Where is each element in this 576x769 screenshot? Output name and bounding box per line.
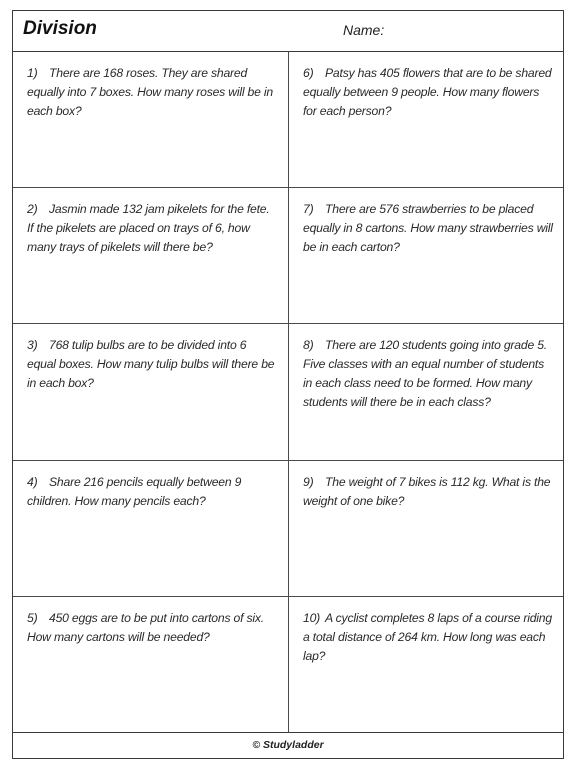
question-9 (289, 461, 563, 597)
question-6 (289, 52, 563, 188)
question-number: 1) (27, 66, 38, 80)
name-label: Name: (343, 22, 385, 38)
question-number: 7) (303, 202, 314, 217)
question-number: 5) (27, 610, 38, 625)
question-text: A cyclist completes 8 laps of a course riding a total distance of 264 km. How long was each lap? (303, 610, 552, 663)
question-7 (289, 188, 563, 324)
question-text: 450 eggs are to be put into cartons of six. How many cartons will be needed? (27, 610, 264, 644)
question-number: 8) (303, 338, 314, 353)
question-text: Share 216 pencils equally between 9 children. How many pencils each? (27, 474, 242, 508)
question-number: 10) (303, 610, 321, 625)
question-8 (289, 324, 563, 460)
question-number: 2) (27, 202, 38, 217)
question-3 (13, 324, 289, 460)
question-4 (13, 461, 289, 597)
question-5 (13, 597, 289, 733)
question-number: 6) (303, 66, 314, 80)
copyright-text: © Studyladder (252, 739, 324, 751)
question-text: Patsy has 405 flowers that are to be shared equally between 9 people. How many flowers for each person? (303, 66, 552, 118)
questions-grid (13, 52, 563, 733)
worksheet-header (13, 11, 563, 52)
worksheet (12, 10, 564, 759)
question-2 (13, 188, 289, 324)
question-number: 4) (27, 474, 38, 489)
question-text: Jasmin made 132 jam pikelets for the fete. If the pikelets are placed on trays of 6, how many trays of pikelets will there be? (27, 202, 270, 255)
question-number: 3) (27, 338, 38, 353)
question-text: There are 576 strawberries to be placed equally in 8 cartons. How many strawberries will be in each carton? (303, 202, 553, 255)
question-text: The weight of 7 bikes is 112 kg. What is the weight of one bike? (303, 474, 551, 508)
question-10 (289, 597, 563, 733)
page-title: Division (23, 18, 97, 39)
question-text: There are 120 students going into grade 5. Five classes with an equal number of students in each class need to be formed. How many students will there be in each class? (303, 338, 547, 410)
question-text: 768 tulip bulbs are to be divided into 6 equal boxes. How many tulip bulbs will there be in each box? (27, 338, 275, 391)
question-number: 9) (303, 474, 314, 489)
question-text: There are 168 roses. They are shared equally into 7 boxes. How many roses will be in each box? (27, 66, 273, 118)
copyright-footer (13, 732, 563, 758)
question-1 (13, 52, 289, 188)
